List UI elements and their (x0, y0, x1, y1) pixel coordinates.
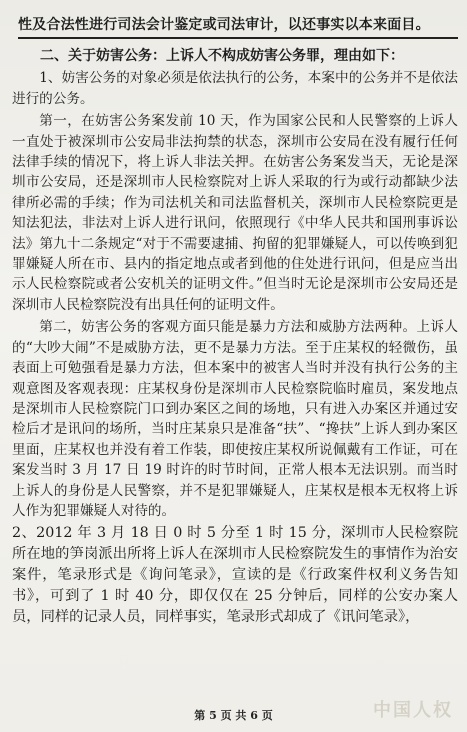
paragraph: 2、2012 年 3 月 18 日 0 时 5 分至 1 时 15 分，深圳市人民检察院所在地的笋岗派出所将上诉人在深圳市人民检察院发生的事情作为治安案件，笔录形式是《询问笔录》，宣读的是《行政案件权利义务告知书》，可到了 1 时 40 分，即仅仅在 25 分钟后，同样的公安办案人员，同样的记录人员，同样事实，笔录形式却成了《讯问笔录》， (12, 525, 458, 626)
section-heading: 二、关于妨害公务：上诉人不构成妨害公务罪，理由如下： (40, 48, 404, 64)
page-number: 第 5 页 共 6 页 (194, 709, 273, 722)
watermark: 中国人权 (373, 700, 453, 721)
paragraph: 1、妨害公务的对象必须是依法执行的公务，本案中的公务并不是依法进行的公务。 (12, 70, 458, 107)
paragraph: 第二，妨害公务的客观方面只能是暴力方法和威胁方法两种。上诉人的“大吵大闹”不是威胁方法，更不是暴力方法。至于庄某权的轻微伤，虽表面上可勉强看是暴力方法，但本案中的被害人当时并没有执行公务的主观意图及客观表现：庄某权身份是深圳市人民检察院临时雇员，案发地点是深圳市人民检察院门口到办案区之间的场地，只有进入办案区并通过安检后才是讯问的场所，当时庄某泉只是准备“扶”、“搀扶”上诉人到办案区里面，庄某权也并没有着工作装，即使按庄某权所说佩戴有工作证，可在案发当时 3 月 17 日 19 时许的时节时间，正常人根本无法识别。而当时上诉人的身份是人民警察，并不是犯罪嫌疑人，庄某权是根本无权将上诉人作为犯罪嫌疑人对待的。 (12, 319, 458, 519)
top-line-text: 性及合法性进行司法会计鉴定或司法审计，以还事实以本来面目。 (18, 14, 458, 39)
document-body (12, 46, 458, 630)
paragraph: 第一，在妨害公务案发前 10 天，作为国家公民和人民警察的上诉人一直处于被深圳市公安局非法拘禁的状态，深圳市公安局在没有履行任何法律手续的情况下，将上诉人非法关押。在妨害公务案发当天，无论是深圳市公安局，还是深圳市人民检察院对上诉人采取的行为或行动都缺少法律所必需的手续；作为司法机关和司法监督机关，深圳市人民检察院更是知法犯法，非法对上诉人进行讯问，依照现行《中华人民共和国刑事诉讼法》第九十二条规定“对于不需要逮捕、拘留的犯罪嫌疑人，可以传唤到犯罪嫌疑人所在市、县内的指定地点或者到他的住处进行讯问，但是应当出示人民检察院或者公安机关的证明文件。”但当时无论是深圳市公安局还是深圳市人民检察院没有出具任何的证明文件。 (12, 113, 458, 313)
